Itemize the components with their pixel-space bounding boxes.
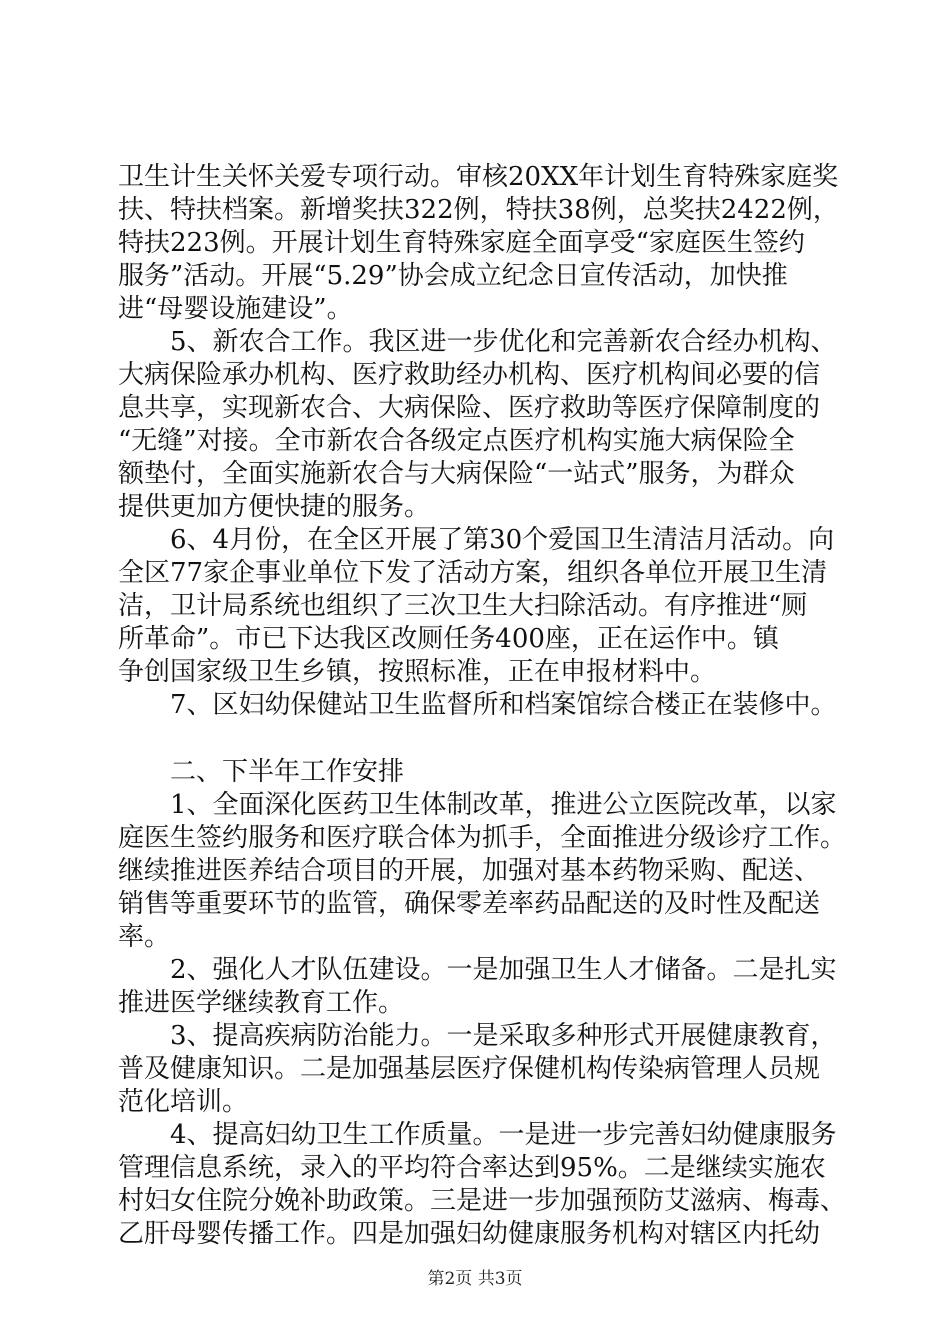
text-line: 4、提高妇幼卫生工作质量。一是进一步完善妇幼健康服务 <box>170 1120 837 1150</box>
text-line: 6、4月份，在全区开展了第30个爱国卫生清洁月活动。向 <box>170 525 835 555</box>
text-line: 村妇女住院分娩补助政策。三是进一步加强预防艾滋病、梅毒、 <box>118 1186 847 1216</box>
page-number: 第2页 共3页 <box>427 1269 523 1289</box>
text-line: 销售等重要环节的监管，确保零差率药品配送的及时性及配送 <box>118 889 821 919</box>
text-line: 额垫付，全面实施新农合与大病保险“一站式”服务，为群众 <box>118 459 795 489</box>
text-line: 服务”活动。开展“5.29”协会成立纪念日宣传活动，加快推 <box>118 261 788 291</box>
text-line: 扶、特扶档案。新增奖扶322例，特扶38例，总奖扶2422例， <box>118 195 839 225</box>
text-line: 1、全面深化医药卫生体制改革，推进公立医院改革，以家 <box>170 790 837 820</box>
text-line: 洁，卫计局系统也组织了三次卫生大扫除活动。有序推进“厕 <box>118 591 808 621</box>
text-line: 推进医学继续教育工作。 <box>118 988 405 1018</box>
text-line: 息共享，实现新农合、大病保险、医疗救助等医疗保障制度的 <box>118 393 821 423</box>
text-line: 全区77家企事业单位下发了活动方案，组织各单位开展卫生清 <box>118 558 828 588</box>
text-line: 所革命”。市已下达我区改厕任务400座，正在运作中。镇 <box>118 624 779 654</box>
text-line: 乙肝母婴传播工作。四是加强妇幼健康服务机构对辖区内托幼 <box>118 1219 821 1249</box>
text-line: 争创国家级卫生乡镇，按照标准，正在申报材料中。 <box>118 657 717 687</box>
text-line: 范化培训。 <box>118 1087 249 1117</box>
text-line: 7、区妇幼保健站卫生监督所和档案馆综合楼正在装修中。 <box>170 690 837 720</box>
text-line: 2、强化人才队伍建设。一是加强卫生人才储备。二是扎实 <box>170 955 837 985</box>
text-line: 大病保险承办机构、医疗救助经办机构、医疗机构间必要的信 <box>118 360 821 390</box>
text-line: 5、新农合工作。我区进一步优化和完善新农合经办机构、 <box>170 327 837 357</box>
text-line: 率。 <box>118 922 171 952</box>
text-line: 进“母婴设施建设”。 <box>118 294 353 324</box>
text-line: 卫生计生关怀关爱专项行动。审核20XX年计划生育特殊家庭奖 <box>118 162 839 192</box>
text-line: 提供更加方便快捷的服务。 <box>118 492 431 522</box>
text-line: 庭医生签约服务和医疗联合体为抓手，全面推进分级诊疗工作。 <box>118 823 847 853</box>
text-line: 继续推进医养结合项目的开展，加强对基本药物采购、配送、 <box>118 856 821 886</box>
text-line: 特扶223例。开展计划生育特殊家庭全面享受“家庭医生签约 <box>118 228 805 258</box>
text-line: 普及健康知识。二是加强基层医疗保健机构传染病管理人员规 <box>118 1054 821 1084</box>
section-heading: 二、下半年工作安排 <box>170 757 405 787</box>
text-line: 管理信息系统，录入的平均符合率达到95%。二是继续实施农 <box>118 1153 826 1183</box>
text-line: 3、提高疾病防治能力。一是采取多种形式开展健康教育， <box>170 1021 837 1051</box>
text-line: “无缝”对接。全市新农合各级定点医疗机构实施大病保险全 <box>118 426 795 456</box>
